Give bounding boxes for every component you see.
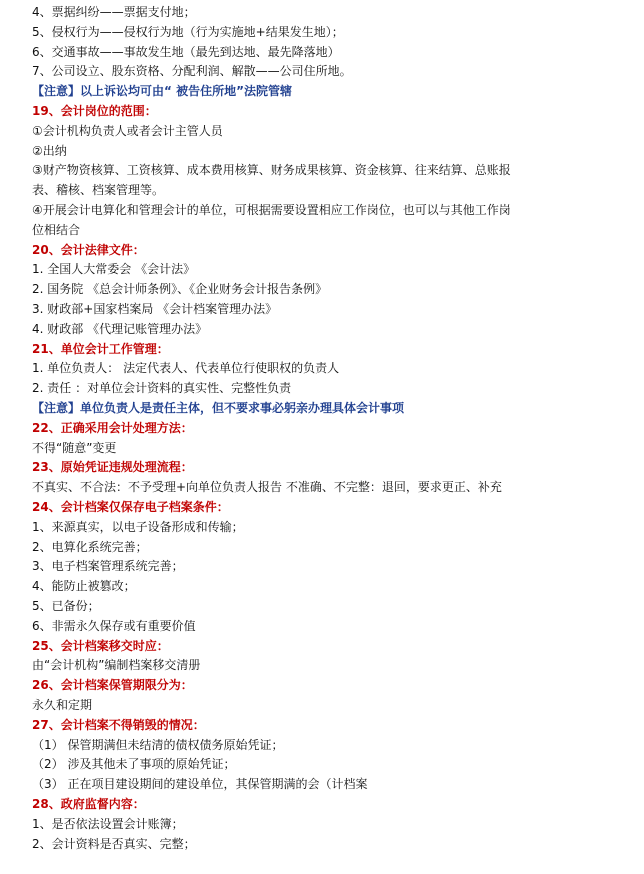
text-line: ③财产物资核算、工资核算、成本费用核算、财务成果核算、资金核算、往来结算、总账报 bbox=[32, 163, 511, 178]
text-line: 3. 财政部+国家档案局 《会计档案管理办法》 bbox=[32, 302, 278, 316]
text-line: 不真实、不合法：不予受理+向单位负责人报告 不准确、不完整：退回，要求更正、补充 bbox=[32, 480, 502, 495]
text-line: 2. 责任 ：对单位会计资料的真实性、完整性负责 bbox=[32, 381, 292, 396]
text-line: ④开展会计电算化和管理会计的单位，可根据需要设置相应工作岗位，也可以与其他工作岗 bbox=[32, 203, 511, 217]
section-heading: 21、单位会计工作管理： bbox=[32, 341, 169, 356]
text-line: 4、票据纠纷——票据支付地； bbox=[32, 5, 196, 19]
text-line: 6、交通事故——事故发生地（最先到达地、最先降落地） bbox=[32, 44, 340, 59]
section-heading: 19、会计岗位的范围： bbox=[32, 104, 157, 118]
section-heading: 22、正确采用会计处理方法： bbox=[32, 420, 193, 435]
text-line: 2、电算化系统完善； bbox=[32, 539, 148, 554]
text-line: 永久和定期 bbox=[32, 698, 93, 712]
section-heading: 20、会计法律文件： bbox=[32, 242, 145, 257]
text-line: 4、能防止被篡改； bbox=[32, 579, 136, 594]
text-line: 5、已备份； bbox=[32, 599, 100, 613]
section-heading: 26、会计档案保管期限分为： bbox=[32, 678, 193, 693]
note-line: 【注意】单位负责人是责任主体，但不要求事必躬亲办理具体会计事项 bbox=[32, 401, 405, 415]
text-line: 1. 全国人大常委会 《会计法》 bbox=[32, 262, 196, 277]
text-line: 表、稽核、档案管理等。 bbox=[32, 183, 165, 198]
text-line: 2. 国务院 《总会计师条例》、《企业财务会计报告条例》 bbox=[32, 282, 328, 297]
text-line: 1. 单位负责人： 法定代表人、代表单位行使职权的负责人 bbox=[32, 361, 340, 376]
text-line: ②出纳 bbox=[32, 143, 67, 158]
text-line: 5、侵权行为——侵权行为地（行为实施地+结果发生地）； bbox=[32, 24, 344, 39]
text-line: （1） 保管期满但未结清的债权债务原始凭证； bbox=[32, 737, 284, 752]
text-line: 1、来源真实，以电子设备形成和传输； bbox=[32, 519, 244, 534]
section-heading: 24、会计档案仅保存电子档案条件： bbox=[32, 500, 229, 514]
text-line: 3、电子档案管理系统完善； bbox=[32, 559, 184, 574]
section-heading: 23、原始凭证违规处理流程： bbox=[32, 460, 193, 475]
section-heading: 25、会计档案移交时应： bbox=[32, 638, 169, 653]
text-line: 不得“随意”变更 bbox=[32, 440, 117, 455]
section-heading: 28、政府监督内容： bbox=[32, 797, 145, 811]
text-line: （3） 正在项目建设期间的建设单位，其保管期满的会（计档案 bbox=[32, 777, 368, 792]
text-line: 4. 财政部 《代理记账管理办法》 bbox=[32, 321, 208, 336]
text-line: 6、非需永久保存或有重要价值 bbox=[32, 618, 196, 633]
text-line: 1、是否依法设置会计账簿； bbox=[32, 816, 184, 831]
text-line: （2） 涉及其他未了事项的原始凭证； bbox=[32, 757, 236, 772]
text-line: ①会计机构负责人或者会计主管人员 bbox=[32, 123, 223, 138]
text-line: 由“会计机构”编制档案移交清册 bbox=[32, 658, 201, 673]
text-line: 7、公司设立、股东资格、分配利润、解散——公司住所地。 bbox=[32, 64, 352, 79]
note-line: 【注意】以上诉讼均可由“ 被告住所地”法院管辖 bbox=[32, 84, 292, 99]
section-heading: 27、会计档案不得销毁的情况： bbox=[32, 717, 205, 732]
text-line: 2、会计资料是否真实、完整； bbox=[32, 836, 196, 851]
text-line: 位相结合 bbox=[32, 222, 81, 237]
